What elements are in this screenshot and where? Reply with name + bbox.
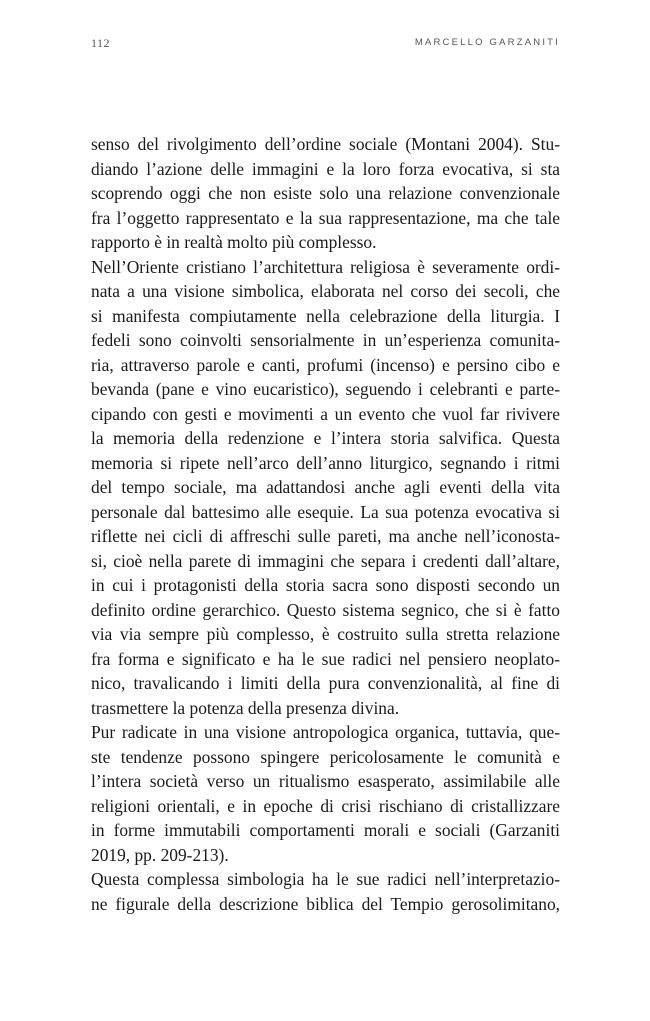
text-line: cipando con gesti e movimenti a un evento che vuol far rivivere (91, 403, 560, 424)
text-line: del tempo sociale, ma adattandosi anche agli eventi della vita (91, 477, 560, 497)
text-line: l’intera società verso un ritualismo esasperato, assimilabile alle (91, 771, 560, 791)
text-line: in forme immutabili comportamenti morali e sociali (Garzaniti (91, 820, 560, 840)
text-line: definito ordine gerarchico. Questo sistema segnico, che si è fatto (91, 599, 560, 620)
text-line: religioni orientali, e in epoche di crisi rischiano di cristallizzare (91, 795, 560, 816)
text-line: memoria si ripete nell’arco dell’anno liturgico, segnando i ritmi (91, 452, 560, 473)
text-line-paragraph-end: rapporto è in realtà molto più complesso. (91, 232, 377, 252)
text-line: riflette nei cicli di affreschi sulle pareti, ma anche nell’iconosta- (91, 526, 560, 546)
text-line: diando l’azione delle immagini e la loro forza evocativa, si sta (91, 158, 560, 179)
body-text (91, 132, 560, 916)
running-head (91, 36, 560, 50)
text-line: la memoria della redenzione e l’intera storia salvifica. Questa (91, 428, 560, 448)
text-line: fra forma e significato e ha le sue radici nel pensiero neoplato- (91, 648, 560, 669)
text-line: si manifesta compiutamente nella celebrazione della liturgia. I (91, 305, 560, 326)
page-number: 112 (91, 36, 111, 50)
text-line: fedeli sono coinvolti sensorialmente in un’esperienza comunita- (91, 330, 560, 350)
text-line-paragraph-end: 2019, pp. 209-213). (91, 844, 229, 865)
text-line: Questa complessa simbologia ha le sue radici nell’interpretazio- (91, 869, 560, 889)
text-line: Pur radicate in una visione antropologica organica, tuttavia, que- (91, 722, 560, 742)
text-line: Nell’Oriente cristiano l’architettura religiosa è severamente ordi- (91, 256, 560, 277)
text-line: scoprendo oggi che non esiste solo una relazione convenzionale (91, 183, 560, 203)
text-line: in cui i protagonisti della storia sacra sono disposti secondo un (91, 575, 560, 595)
text-line: via via sempre più complesso, è costruito sulla stretta relazione (91, 624, 560, 644)
text-line: nico, travalicando i limiti della pura convenzionalità, al fine di (91, 673, 560, 693)
text-line: nata a una visione simbolica, elaborata nel corso dei secoli, che (91, 281, 560, 301)
text-line: ste tendenze possono spingere pericolosamente le comunità e (91, 746, 560, 767)
text-line: ria, attraverso parole e canti, profumi (incenso) e persino cibo e (91, 354, 560, 375)
text-line-paragraph-end: trasmettere la potenza della presenza divina. (91, 697, 400, 718)
text-line: senso del rivolgimento dell’ordine sociale (Montani 2004). Stu- (91, 134, 560, 154)
running-head-author: MARCELLO GARZANITI (414, 37, 560, 48)
text-line: bevanda (pane e vino eucaristico), seguendo i celebranti e parte- (91, 379, 560, 399)
text-line: si, cioè nella parete di immagini che separa i credenti dall’altare, (91, 550, 560, 571)
text-line: fra l’oggetto rappresentato e la sua rappresentazione, ma che tale (91, 207, 560, 228)
text-line: ne figurale della descrizione biblica del Tempio gerosolimitano, (91, 893, 560, 914)
text-line: personale dal battesimo alle esequie. La sua potenza evocativa si (91, 501, 560, 522)
